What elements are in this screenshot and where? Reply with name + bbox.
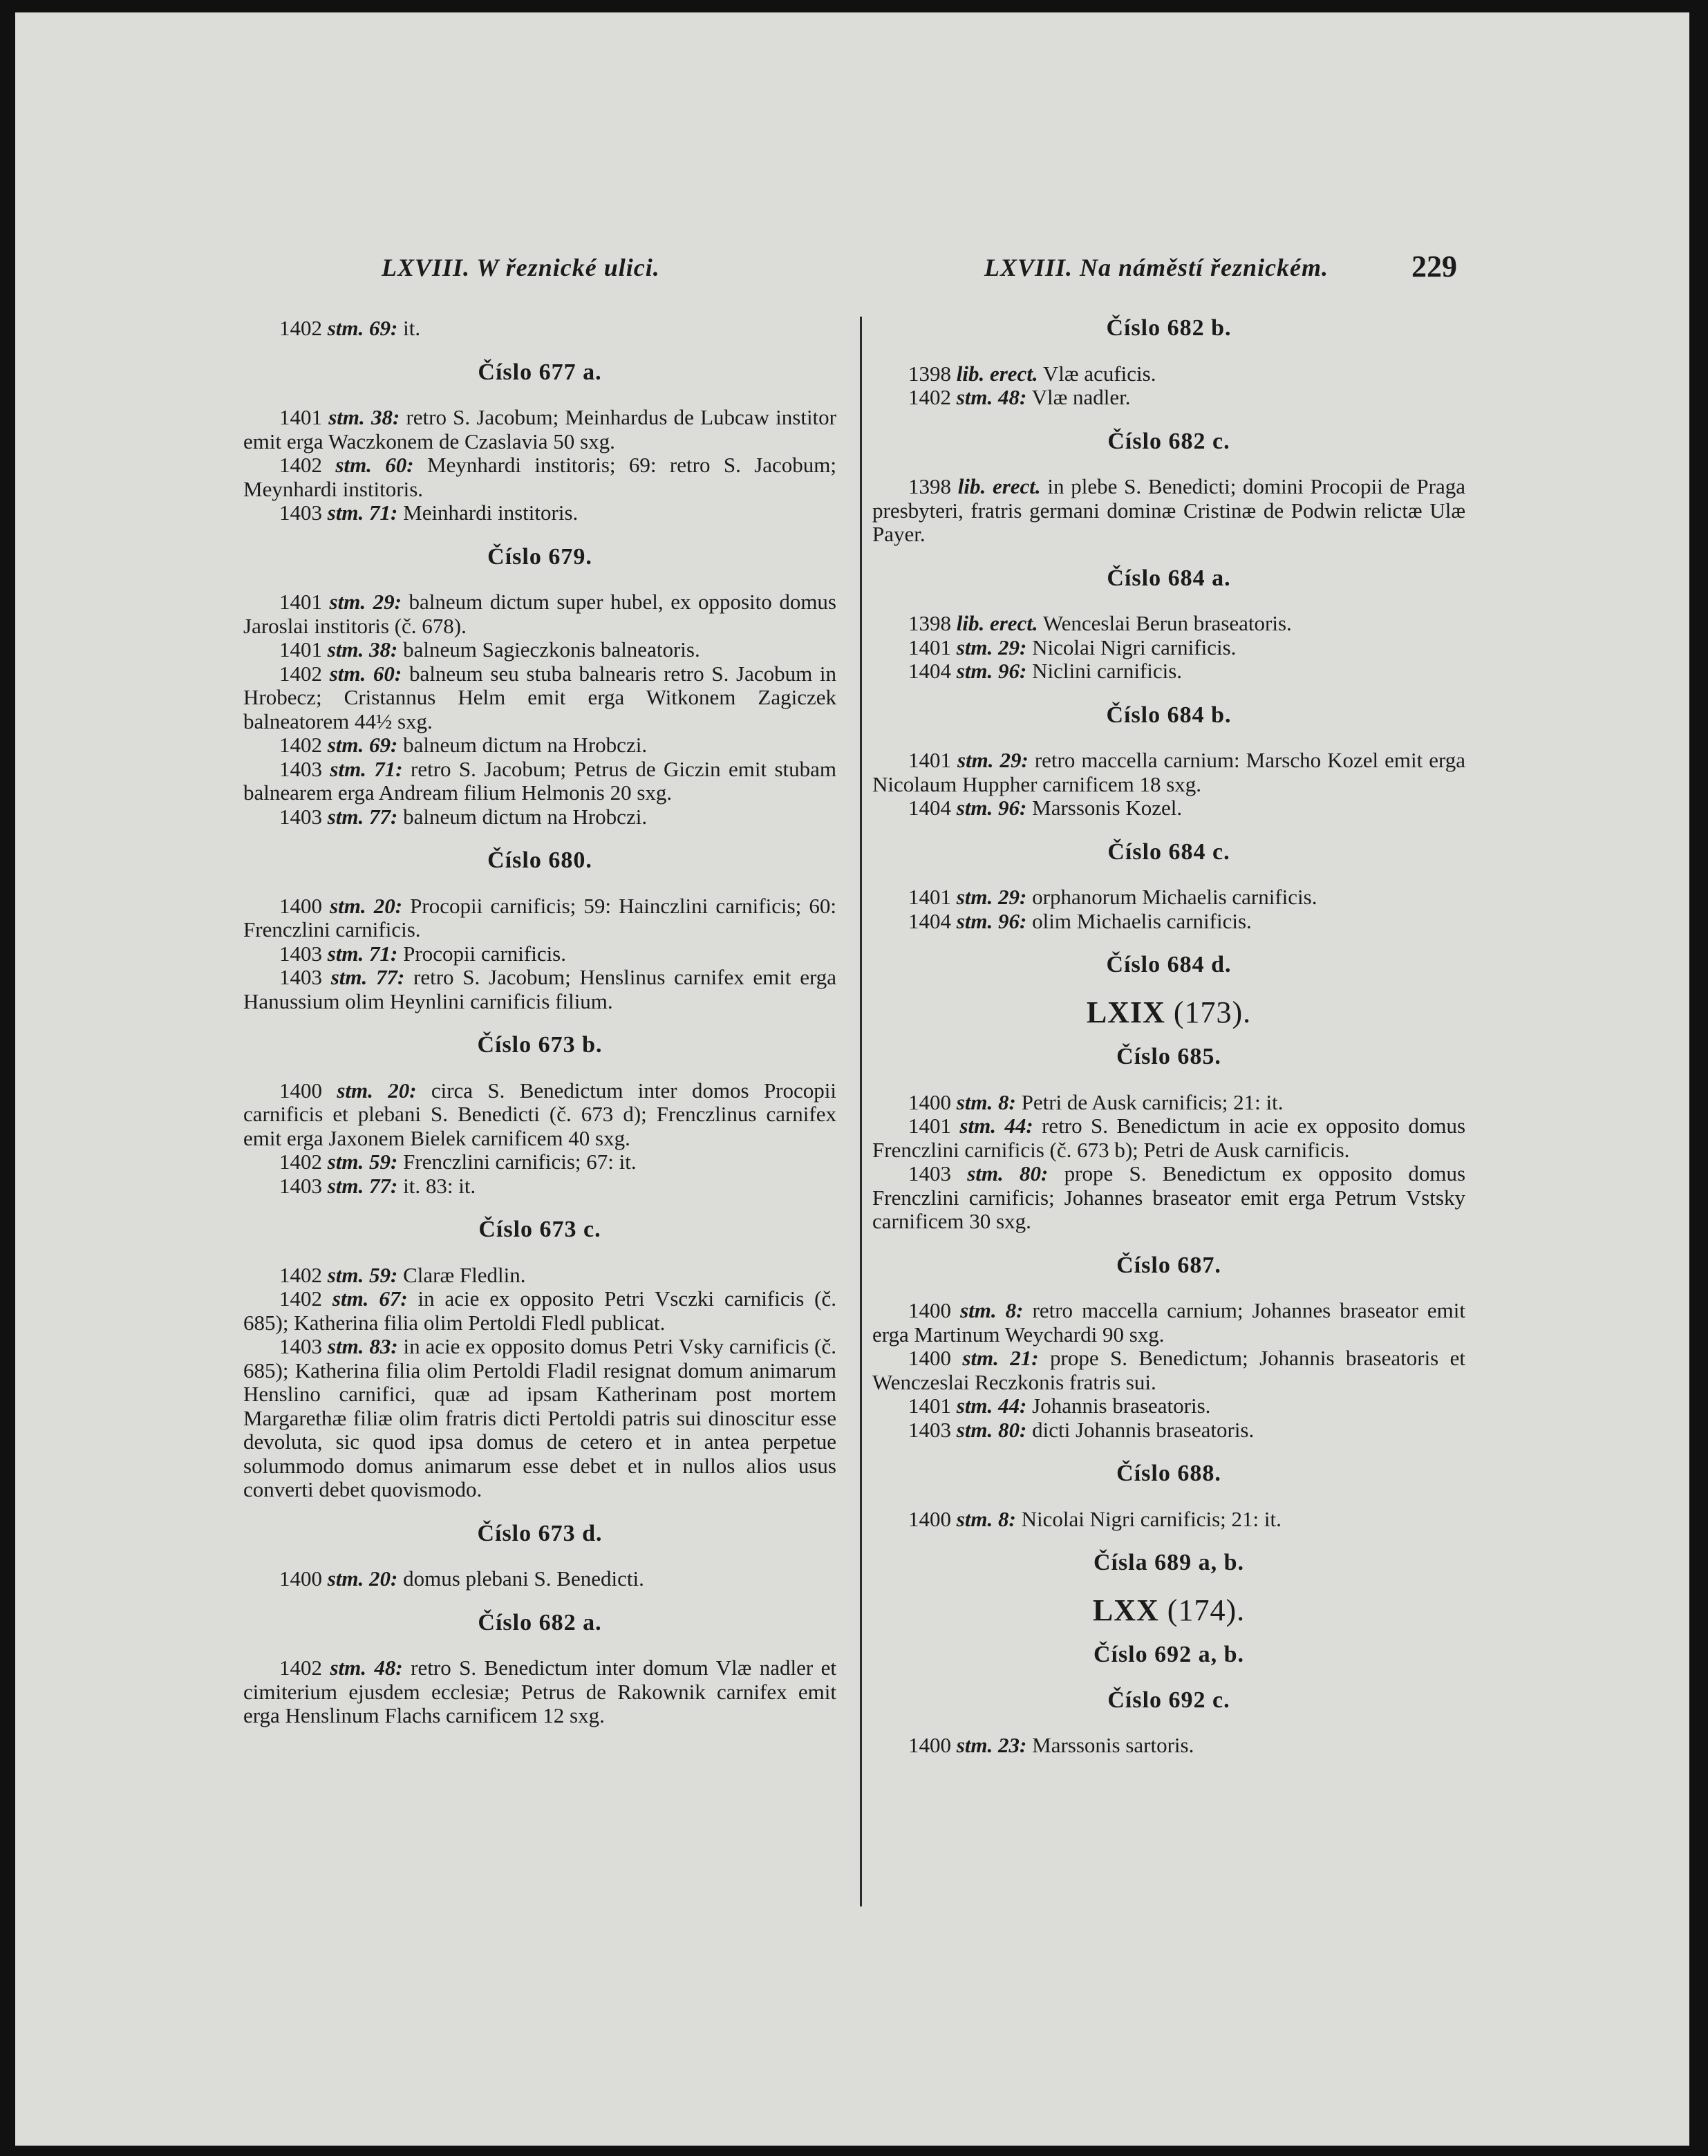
entry-year: 1404 [908, 796, 951, 820]
entry-text: balneum seu stuba balnearis retro S. Jacobum in Hrobecz; Cristannus Helm emit erga Witkonem Zagiczek balneatorem 44½ sxg. [243, 661, 837, 733]
record-entry [872, 659, 1465, 684]
entry-source: stm. 71: [327, 941, 398, 966]
section-heading: Číslo 692 c. [1107, 1687, 1230, 1713]
entry-source: stm. 59: [327, 1150, 398, 1174]
entry-year: 1403 [908, 1161, 951, 1185]
entry-year: 1404 [908, 908, 951, 933]
entry-year: 1404 [908, 659, 951, 683]
entry-text: Frenczlini carnificis; 67: it. [397, 1150, 637, 1174]
entry-text: retro S. Benedictum inter domum Vlæ nadler et cimiterium ejusdem ecclesiæ; Petrus de Rakownik carnifex emit erga Henslinum Flachs carnificem 12 sxg. [243, 1656, 837, 1727]
section-heading: Číslo 684 a. [1107, 565, 1231, 591]
record-entry [243, 805, 836, 829]
entry-year: 1400 [908, 1089, 951, 1114]
section-heading: Číslo 692 a, b. [1093, 1642, 1245, 1667]
entry-text: Marssonis Kozel. [1026, 796, 1183, 820]
block-numeral: LXIX [1086, 995, 1165, 1029]
entry-source: stm. 80: [956, 1417, 1027, 1442]
entry-text: retro S. Benedictum in acie ex opposito domus Frenczlini carnificis (č. 673 b); Petri de Ausk carnificis. [872, 1114, 1466, 1162]
section-heading: Číslo 684 c. [1107, 838, 1230, 865]
record-entry [872, 1394, 1465, 1418]
entry-source: stm. 48: [956, 385, 1027, 409]
section-heading: Číslo 684 b. [1106, 702, 1232, 728]
record-entry [872, 612, 1465, 636]
entry-year: 1403 [279, 500, 322, 525]
section-heading: Číslo 680. [487, 847, 592, 873]
section-heading: Číslo 682 a. [478, 1609, 602, 1635]
entry-text: Nicolai Nigri carnificis. [1026, 635, 1237, 659]
right-column [872, 317, 1465, 1758]
entry-text: balneum Sagieczkonis balneatoris. [397, 637, 700, 662]
left-column [243, 317, 836, 1728]
entry-source: stm. 69: [327, 733, 398, 757]
block-heading [872, 1593, 1465, 1627]
record-entry [243, 662, 836, 734]
block-number: (174). [1158, 1593, 1246, 1627]
entry-text: olim Michaelis carnificis. [1026, 908, 1252, 933]
section-heading: Číslo 685. [1116, 1044, 1221, 1069]
entry-text: Meinhardi institoris. [397, 500, 579, 525]
section-heading: Číslo 682 b. [1106, 315, 1232, 341]
entry-year: 1402 [279, 316, 322, 340]
page-number: 229 [1411, 250, 1457, 283]
entry-year: 1403 [279, 965, 322, 989]
entry-text: dicti Johannis braseatoris. [1026, 1417, 1255, 1442]
entry-year: 1398 [908, 361, 951, 386]
section-heading: Číslo 673 c. [478, 1217, 601, 1242]
entry-text: Wenceslai Berun braseatoris. [1038, 611, 1292, 635]
entry-year: 1402 [279, 1286, 322, 1311]
entry-year: 1401 [279, 590, 322, 614]
record-entry [872, 749, 1465, 796]
record-entry [872, 1299, 1465, 1347]
entry-source: stm. 29: [956, 885, 1027, 909]
entry-year: 1402 [279, 453, 322, 477]
record-entry [872, 1347, 1465, 1394]
entry-year: 1400 [908, 1298, 951, 1322]
entry-text: balneum dictum super hubel, ex opposito domus Jaroslai institoris (č. 678). [243, 590, 836, 638]
section-heading: Číslo 682 c. [1107, 428, 1230, 454]
entry-text: domus plebani S. Benedicti. [397, 1566, 644, 1591]
section-heading: Číslo 684 d. [1106, 952, 1232, 977]
record-entry [872, 1418, 1465, 1443]
entry-source: stm. 23: [956, 1733, 1027, 1757]
entry-year: 1398 [908, 474, 951, 498]
section-heading: Číslo 687. [1116, 1252, 1221, 1278]
entry-source: stm. 67: [332, 1286, 408, 1311]
record-entry [872, 1508, 1465, 1532]
entry-text: retro S. Jacobum; Henslinus carnifex emit erga Hanussium olim Heynlini carnificis filium. [243, 965, 837, 1013]
entry-year: 1400 [279, 1078, 322, 1103]
entry-year: 1401 [908, 748, 951, 772]
entry-source: stm. 77: [327, 1173, 398, 1198]
entry-text: in plebe S. Benedicti; domini Procopii de Praga presbyteri, fratris germani dominæ Cristinæ de Podwin relictæ Ulæ Payer. [872, 474, 1466, 546]
record-entry [243, 1287, 836, 1335]
entry-source: stm. 29: [957, 748, 1029, 772]
entry-text: orphanorum Michaelis carnificis. [1026, 885, 1317, 909]
block-number: (173). [1165, 995, 1252, 1029]
entry-text: Procopii carnificis; 59: Hainczlini carnificis; 60: Frenczlini carnificis. [243, 893, 836, 941]
entry-year: 1400 [279, 893, 322, 918]
section-heading: Číslo 677 a. [478, 359, 602, 385]
record-entry [872, 636, 1465, 660]
entry-source: stm. 96: [956, 908, 1027, 933]
section-heading: Čísla 689 a, b. [1093, 1550, 1245, 1575]
entry-source: stm. 60: [335, 453, 414, 477]
entry-text: retro S. Jacobum; Petrus de Giczin emit stubam balnearem erga Andream filium Helmonis 20 sxg. [243, 756, 837, 805]
section-heading: Číslo 688. [1116, 1461, 1221, 1486]
entry-text: retro maccella carnium; Johannes braseator emit erga Martinum Weychardi 90 sxg. [872, 1298, 1465, 1347]
entry-source: stm. 8: [956, 1506, 1016, 1531]
entry-source: stm. 77: [330, 965, 405, 989]
entry-year: 1403 [279, 756, 322, 781]
entry-text: Nicolai Nigri carnificis; 21: it. [1015, 1506, 1282, 1531]
record-entry [243, 733, 836, 758]
entry-source: stm. 48: [330, 1656, 403, 1680]
entry-year: 1400 [908, 1506, 951, 1531]
entry-text: in acie ex opposito domus Petri Vsky carnificis (č. 685); Katherina filia olim Pertoldi Fladil resignat domum animarum Henslino carnifici, quæ ad ipsam Katherinam post mortem Margarethæ filiæ olim fratris dicti Pertoldi patris sui dinoscitur esse devoluta, sic quod ipsa domus de cetero et in antea perpetue solummodo domus animarum esse debet et in nullos alios usus converti debet quovismodo. [243, 1334, 836, 1501]
entry-source: stm. 60: [329, 661, 402, 686]
entry-year: 1402 [279, 661, 322, 686]
entry-source: stm. 29: [956, 635, 1027, 659]
record-entry [243, 1264, 836, 1288]
entry-source: stm. 77: [327, 804, 398, 829]
entry-year: 1401 [279, 405, 322, 429]
entry-text: it. [397, 316, 421, 340]
record-entry [872, 475, 1465, 547]
column-divider [860, 317, 862, 1906]
record-entry [872, 796, 1465, 821]
entry-text: Niclini carnificis. [1026, 659, 1183, 683]
entry-text: Vlæ nadler. [1026, 385, 1131, 409]
entry-source: stm. 20: [337, 1078, 417, 1103]
record-entry [243, 894, 836, 942]
entry-year: 1400 [908, 1733, 951, 1757]
entry-text: prope S. Benedictum; Johannis braseatoris et Wenczeslai Reczkonis fratris sui. [872, 1346, 1465, 1394]
entry-text: retro S. Jacobum; Meinhardus de Lubcaw institor emit erga Waczkonem de Czaslavia 50 sxg. [243, 405, 836, 453]
running-header-left: LXVIII. W řeznické ulici. [382, 254, 660, 281]
entry-text: Petri de Ausk carnificis; 21: it. [1015, 1089, 1284, 1114]
section-heading: Číslo 679. [487, 543, 592, 570]
record-entry [243, 1174, 836, 1199]
entry-source: stm. 80: [967, 1161, 1049, 1185]
entry-year: 1402 [279, 1150, 322, 1174]
record-entry [872, 1734, 1465, 1758]
entry-text: Vlæ acuficis. [1038, 361, 1156, 386]
entry-text: Meynhardi institoris; 69: retro S. Jacobum; Meynhardi institoris. [243, 453, 837, 501]
entry-source: stm. 69: [327, 316, 398, 340]
entry-year: 1402 [279, 733, 322, 757]
block-numeral: LXX [1092, 1593, 1159, 1627]
record-entry [243, 1079, 836, 1151]
entry-source: lib. erect. [957, 474, 1041, 498]
record-entry [872, 1162, 1465, 1234]
entry-source: stm. 83: [327, 1334, 398, 1358]
record-entry [243, 590, 836, 638]
block-heading [872, 995, 1465, 1029]
record-entry [243, 1335, 836, 1502]
entry-source: lib. erect. [956, 611, 1038, 635]
entry-source: lib. erect. [956, 361, 1038, 386]
entry-text: Johannis braseatoris. [1026, 1394, 1211, 1418]
record-entry [243, 758, 836, 805]
entry-year: 1402 [279, 1262, 322, 1287]
record-entry [243, 317, 836, 341]
book-page [15, 12, 1689, 2146]
entry-year: 1398 [908, 611, 951, 635]
entry-year: 1402 [908, 385, 951, 409]
record-entry [243, 1150, 836, 1174]
record-entry [243, 1567, 836, 1591]
record-entry [872, 386, 1465, 410]
entry-source: stm. 44: [959, 1114, 1033, 1138]
record-entry [243, 1656, 836, 1728]
entry-text: Marssonis sartoris. [1026, 1733, 1194, 1757]
record-entry [243, 406, 836, 453]
entry-year: 1400 [279, 1566, 322, 1591]
entry-text: in acie ex opposito Petri Vsczki carnificis (č. 685); Katherina filia olim Pertoldi Fledl publicat. [243, 1286, 836, 1335]
entry-source: stm. 59: [327, 1262, 398, 1287]
entry-year: 1403 [279, 941, 322, 966]
record-entry [872, 1114, 1465, 1162]
entry-year: 1401 [908, 1114, 951, 1138]
entry-source: stm. 20: [330, 893, 403, 918]
entry-source: stm. 44: [956, 1394, 1027, 1418]
entry-year: 1400 [908, 1346, 951, 1370]
entry-source: stm. 38: [327, 637, 398, 662]
record-entry [872, 910, 1465, 934]
entry-source: stm. 96: [956, 796, 1027, 820]
entry-text: retro maccella carnium: Marscho Kozel emit erga Nicolaum Huppher carnificem 18 sxg. [872, 748, 1465, 796]
entry-source: stm. 38: [328, 405, 400, 429]
entry-source: stm. 8: [960, 1298, 1024, 1322]
entry-year: 1403 [279, 1334, 322, 1358]
entry-year: 1401 [279, 637, 322, 662]
running-header-right: LXVIII. Na náměstí řeznickém. [984, 254, 1329, 281]
record-entry [243, 942, 836, 966]
record-entry [243, 638, 836, 662]
entry-year: 1403 [279, 1173, 322, 1198]
entry-source: stm. 29: [329, 590, 402, 614]
entry-source: stm. 8: [956, 1089, 1016, 1114]
entry-year: 1401 [908, 635, 951, 659]
record-entry [872, 885, 1465, 910]
entry-text: prope S. Benedictum ex opposito domus Frenczlini carnificis; Johannes braseator emit erga Petrum Vstsky carnificem 30 sxg. [872, 1161, 1466, 1233]
record-entry [243, 966, 836, 1013]
entry-source: stm. 71: [327, 500, 398, 525]
record-entry [243, 501, 836, 525]
entry-source: stm. 21: [962, 1346, 1039, 1370]
entry-text: balneum dictum na Hrobczi. [397, 804, 648, 829]
section-heading: Číslo 673 d. [477, 1520, 603, 1546]
entry-year: 1401 [908, 1394, 951, 1418]
record-entry [872, 1091, 1465, 1115]
entry-text: it. 83: it. [397, 1173, 476, 1198]
entry-source: stm. 20: [327, 1566, 398, 1591]
entry-text: circa S. Benedictum inter domos Procopii carnificis et plebani S. Benedicti (č. 673 d); Frenczlinus carnifex emit erga Jaxonem Bielek carnificem 40 sxg. [243, 1078, 836, 1150]
entry-year: 1403 [908, 1417, 951, 1442]
entry-source: stm. 71: [330, 756, 403, 781]
entry-text: Procopii carnificis. [397, 941, 567, 966]
entry-year: 1401 [908, 885, 951, 909]
record-entry [243, 453, 836, 501]
entry-year: 1402 [279, 1656, 322, 1680]
section-heading: Číslo 673 b. [477, 1032, 603, 1058]
record-entry [872, 362, 1465, 386]
entry-source: stm. 96: [956, 659, 1027, 683]
entry-text: Claræ Fledlin. [397, 1262, 526, 1287]
entry-year: 1403 [279, 804, 322, 829]
entry-text: balneum dictum na Hrobczi. [397, 733, 648, 757]
